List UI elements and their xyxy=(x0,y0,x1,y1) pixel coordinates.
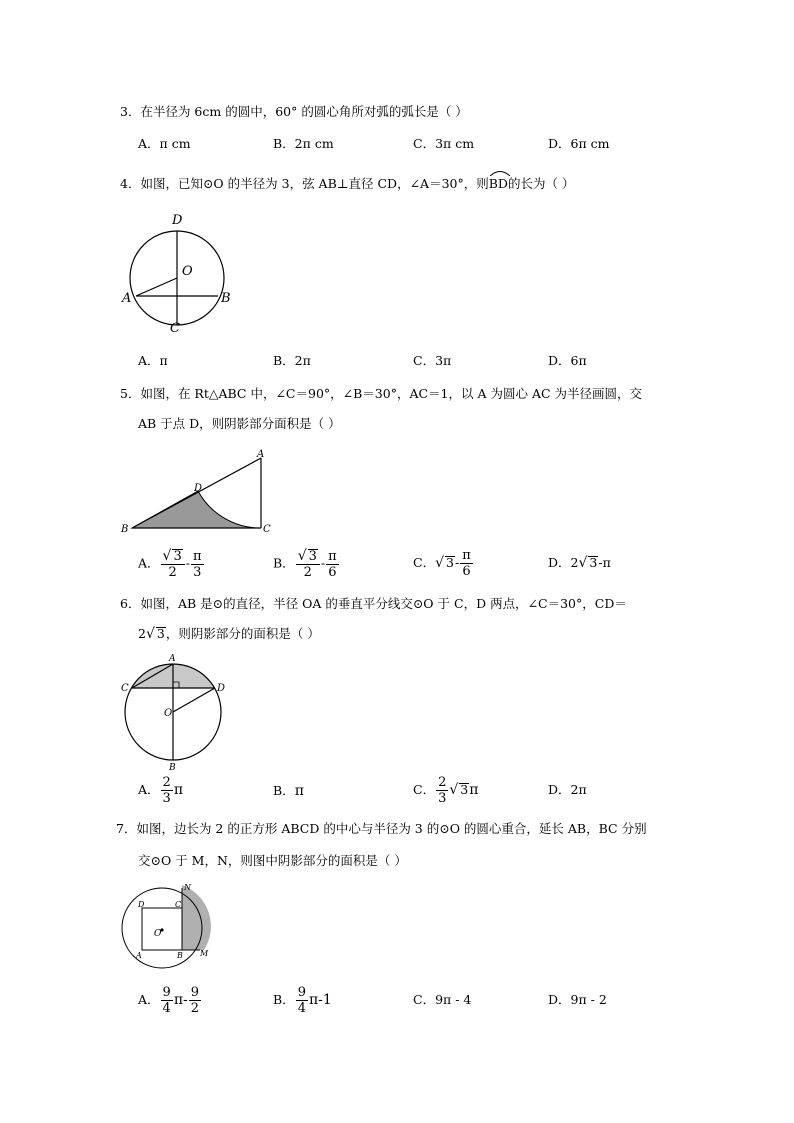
q7-label-o: O xyxy=(154,929,162,939)
q6-label-a: A xyxy=(169,654,176,664)
q7-option-d[interactable]: D．9π - 2 xyxy=(548,992,607,1007)
q4-label-a: A xyxy=(122,291,132,306)
q5-label-a: A xyxy=(257,449,265,460)
q6-stem-line1: 6．如图，AB 是⊙的直径，半径 OA 的垂直平分线交⊙O 于 C，D 两点，∠C＝30°，CD＝ xyxy=(120,596,627,611)
q5-option-b[interactable]: B． $\frac{√ 3}{2}$ - $\frac{\pi}{6}$ xyxy=(273,548,337,580)
q5-stem-line1: 5．如图，在 Rt△ABC 中，∠C＝90°，∠B＝30°，AC＝1，以 A 为圆心 AC 为半径画圆，交 xyxy=(120,386,643,401)
q7-label-m: M xyxy=(200,949,209,958)
q4-label-o: O xyxy=(182,264,193,279)
q6-option-a[interactable]: A． $\frac{2}{3}$ π xyxy=(138,775,184,806)
q4-label-c: C xyxy=(170,321,180,336)
q5-label-d: D xyxy=(194,483,203,494)
q5-label-c: C xyxy=(263,524,271,535)
q6-label-o: O xyxy=(164,708,173,719)
q5-label-b: B xyxy=(121,524,129,535)
q7-label-n: N xyxy=(184,883,191,892)
q5-stem-line2: AB 于点 D，则阴影部分面积是（ ） xyxy=(138,416,341,431)
q3-option-d[interactable]: D．6π cm xyxy=(548,136,610,151)
q7-option-c[interactable]: C．9π - 4 xyxy=(413,992,472,1007)
q6-label-b: B xyxy=(169,763,176,772)
q4-figure xyxy=(118,208,258,338)
q4-option-c[interactable]: C．3π xyxy=(413,353,452,368)
q6-option-c[interactable]: C． $\frac{2}{3}$ √ 3π xyxy=(413,775,479,806)
q6-label-d: D xyxy=(217,683,226,694)
q5-option-c[interactable]: C．√ 3- $\frac{\pi}{6}$ xyxy=(413,548,471,579)
q6-option-b[interactable]: B．π xyxy=(273,783,304,799)
q6-option-d[interactable]: D．2π xyxy=(548,782,587,797)
q7-figure xyxy=(118,880,228,970)
arc-mark xyxy=(489,170,511,176)
q7-label-d: D xyxy=(138,900,145,909)
q4-stem-a: 4．如图，已知⊙O 的半径为 3，弦 AB⊥直径 CD，∠A＝30°，则 xyxy=(120,176,489,191)
q7-option-a[interactable]: A． $\frac{9}{4}$ π- $\frac{9}{2}$ xyxy=(138,985,200,1016)
q7-stem-line1: 7．如图，边长为 2 的正方形 ABCD 的中心与半径为 3 的⊙O 的圆心重合，延长 AB，BC 分别 xyxy=(116,821,647,836)
q3-option-c[interactable]: C．3π cm xyxy=(413,136,475,151)
q7-stem-line2: 交⊙O 于 M，N，则图中阴影部分的面积是（ ） xyxy=(138,853,407,868)
q4-label-b: B xyxy=(221,291,231,306)
q3-stem: 3．在半径为 6cm 的圆中，60° 的圆心角所对弧的弧长是（ ） xyxy=(120,104,468,119)
q3-option-a[interactable]: A．π cm xyxy=(138,136,191,151)
q4-option-a[interactable]: A．π xyxy=(138,353,168,368)
q5-figure xyxy=(118,448,278,538)
q6-label-c: C xyxy=(121,683,129,694)
q6-figure xyxy=(118,652,238,772)
q7-label-c: C xyxy=(175,900,182,909)
q7-label-b: B xyxy=(177,951,183,960)
q4-arc-bd: BD xyxy=(489,175,508,191)
q4-option-d[interactable]: D．6π xyxy=(548,353,587,368)
q6-stem-line2: 2√ 3，则阴影部分的面积是（ ） xyxy=(138,626,320,642)
q3-option-b[interactable]: B．2π cm xyxy=(273,136,334,151)
q4-option-b[interactable]: B．2π xyxy=(273,353,311,368)
q4-stem-b: 的长为（ ） xyxy=(507,176,575,191)
q7-label-a: A xyxy=(136,951,142,960)
q7-option-b[interactable]: B． $\frac{9}{4}$ π-1 xyxy=(273,985,332,1016)
q4-label-d: D xyxy=(172,213,183,228)
q5-option-a[interactable]: A． $\frac{√ 3}{2}$ - $\frac{\pi}{3}$ xyxy=(138,548,202,580)
q4-stem xyxy=(120,175,574,191)
q5-option-d[interactable]: D．2√ 3-π xyxy=(548,555,611,571)
